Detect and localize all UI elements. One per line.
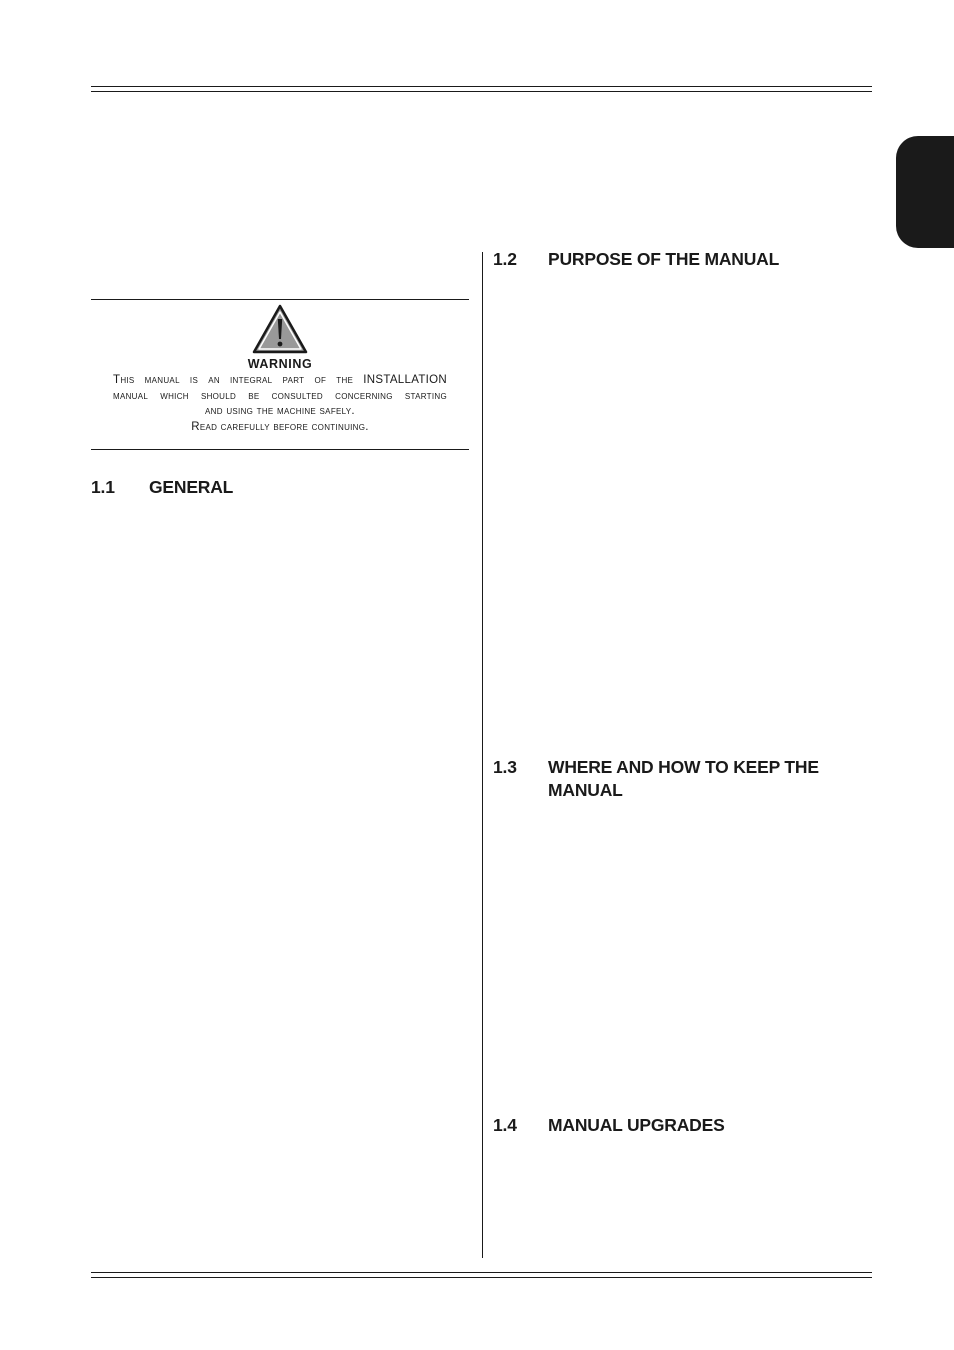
section-number: 1.3: [493, 757, 517, 777]
footer-rule-bottom: [91, 1277, 872, 1278]
side-tab: [896, 136, 954, 248]
header-rule-top: [91, 86, 872, 87]
section-title-line-1: WHERE AND HOW TO KEEP THE: [548, 757, 819, 777]
header-rule-bottom: [91, 91, 872, 92]
section-heading-general: [91, 476, 471, 500]
section-title-line-2: MANUAL: [548, 780, 623, 800]
section-heading-upgrades: [493, 1114, 873, 1138]
warning-title: WARNING: [247, 357, 313, 371]
column-divider: [482, 252, 483, 1258]
warning-text: [113, 373, 447, 435]
warning-box: [91, 299, 469, 450]
section-number: 1.4: [493, 1115, 517, 1135]
warning-line-4: Read carefully before continuing.: [191, 420, 369, 433]
section-title: GENERAL: [149, 477, 234, 497]
section-heading-keep: [493, 756, 873, 804]
footer-rule-top: [91, 1272, 872, 1273]
section-number: 1.2: [493, 249, 517, 269]
section-number: 1.1: [91, 477, 115, 497]
section-title: MANUAL UPGRADES: [548, 1115, 725, 1135]
section-title: PURPOSE OF THE MANUAL: [548, 249, 780, 269]
warning-line-2: manual which should be consulted concerning starting: [113, 389, 447, 402]
warning-line-3: and using the machine safely.: [205, 405, 355, 417]
warning-line-1: This manual is an integral part of the INSTALLATION: [113, 374, 447, 386]
warning-triangle-icon: [251, 303, 309, 355]
section-heading-purpose: [493, 248, 873, 272]
